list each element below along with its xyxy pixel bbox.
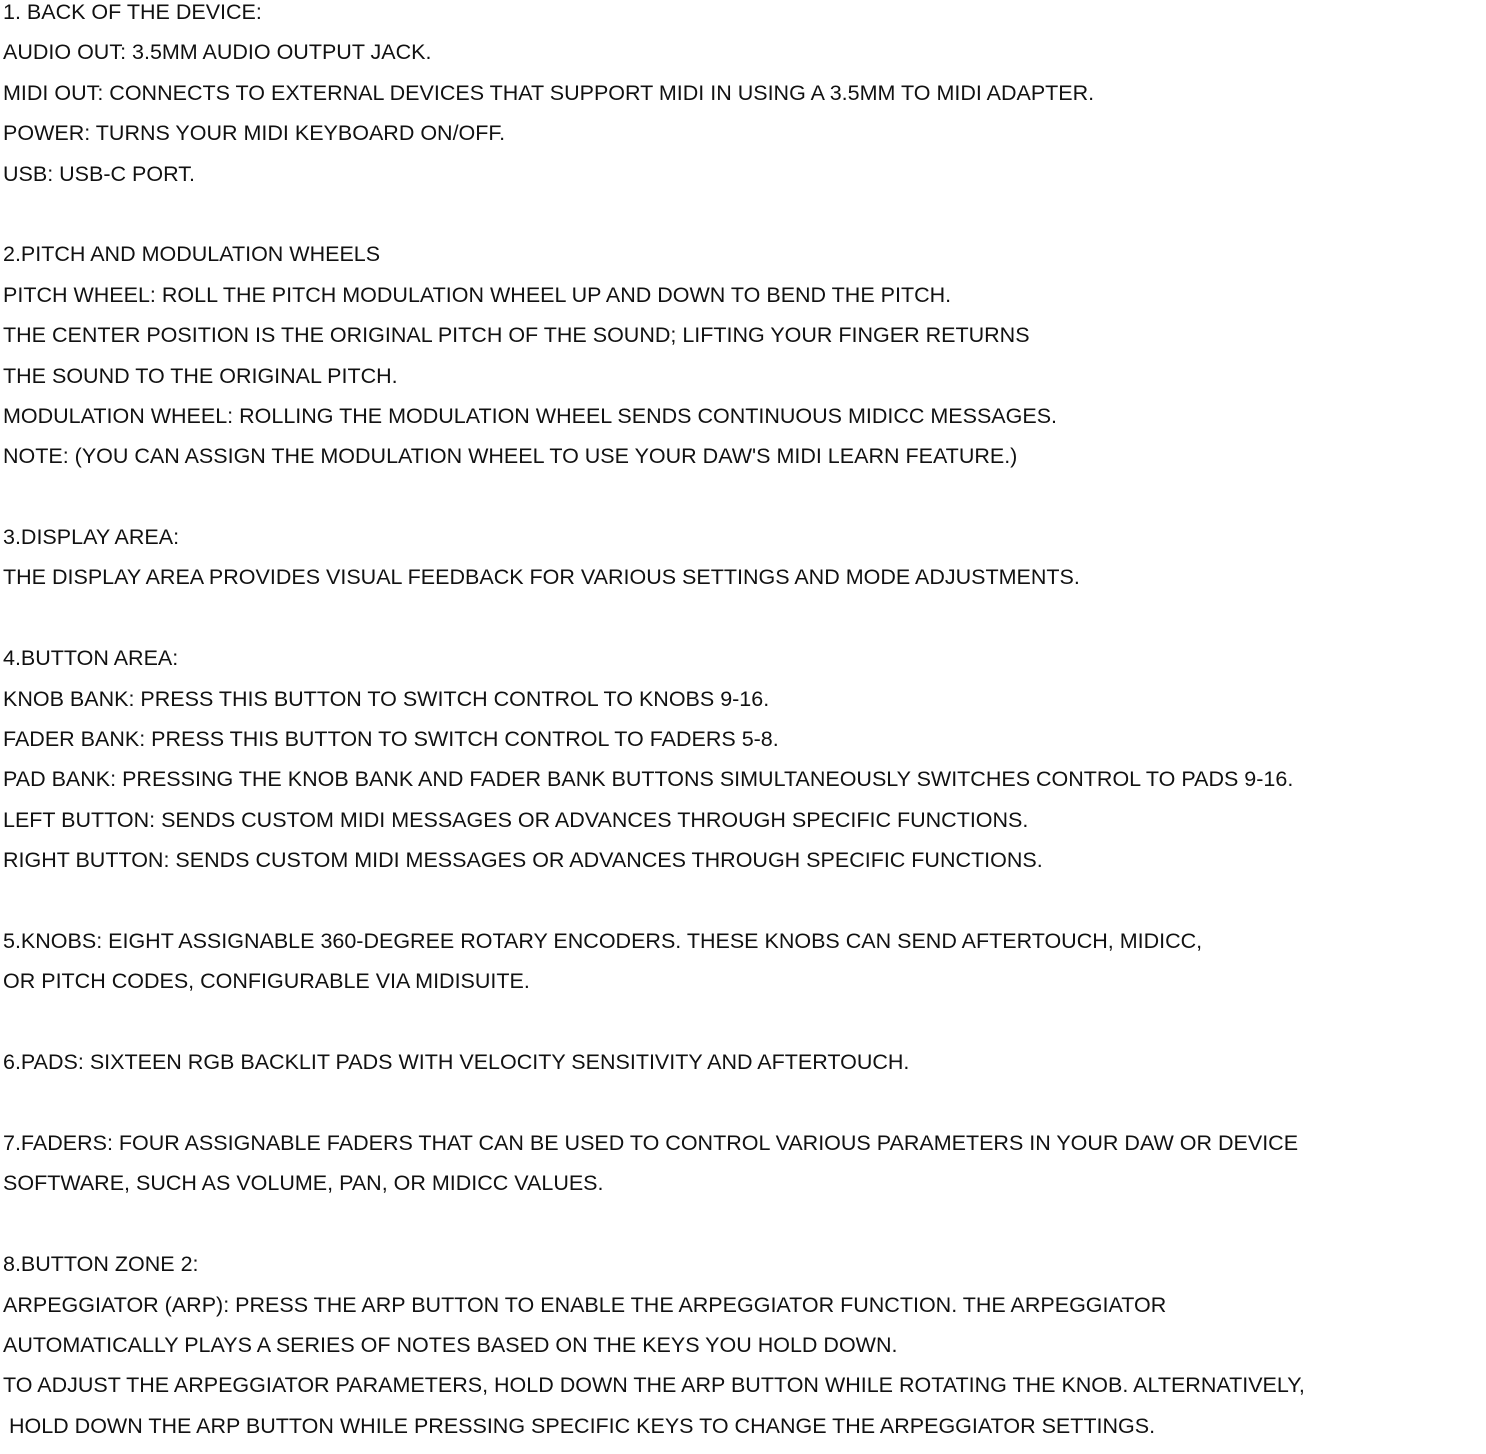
- section-spacer: [3, 202, 1486, 242]
- section-spacer: [3, 889, 1486, 929]
- text-line: FADER BANK: PRESS THIS BUTTON TO SWITCH CONTROL TO FADERS 5-8.: [3, 727, 779, 752]
- text-line: RIGHT BUTTON: SENDS CUSTOM MIDI MESSAGES OR ADVANCES THROUGH SPECIFIC FUNCTIONS.: [3, 848, 1043, 873]
- text-line: ARPEGGIATOR (ARP): PRESS THE ARP BUTTON TO ENABLE THE ARPEGGIATOR FUNCTION. THE ARPEGGIATOR: [3, 1292, 1167, 1317]
- section-heading: 5.KNOBS: EIGHT ASSIGNABLE 360-DEGREE ROTARY ENCODERS. THESE KNOBS CAN SEND AFTERTOUCH, MIDICC,: [3, 928, 1203, 953]
- section-spacer: [3, 1010, 1486, 1050]
- text-line: PAD BANK: PRESSING THE KNOB BANK AND FADER BANK BUTTONS SIMULTANEOUSLY SWITCHES CONTROL TO PADS 9-16.: [3, 767, 1294, 792]
- text-line: USB: USB-C PORT.: [3, 161, 195, 186]
- section-heading: 7.FADERS: FOUR ASSIGNABLE FADERS THAT CAN BE USED TO CONTROL VARIOUS PARAMETERS IN YOUR DAW OR DEVICE: [3, 1130, 1299, 1155]
- text-line: MIDI OUT: CONNECTS TO EXTERNAL DEVICES THAT SUPPORT MIDI IN USING A 3.5MM TO MIDI ADAPTER.: [3, 80, 1095, 105]
- text-line: PITCH WHEEL: ROLL THE PITCH MODULATION WHEEL UP AND DOWN TO BEND THE PITCH.: [3, 282, 952, 307]
- text-line: AUTOMATICALLY PLAYS A SERIES OF NOTES BASED ON THE KEYS YOU HOLD DOWN.: [3, 1332, 898, 1357]
- section-heading: 4.BUTTON AREA:: [3, 646, 179, 671]
- section-spacer: [3, 1212, 1486, 1252]
- section-heading: 2.PITCH AND MODULATION WHEELS: [3, 242, 381, 267]
- text-line: NOTE: (YOU CAN ASSIGN THE MODULATION WHEEL TO USE YOUR DAW'S MIDI LEARN FEATURE.): [3, 444, 1018, 469]
- text-line: HOLD DOWN THE ARP BUTTON WHILE PRESSING SPECIFIC KEYS TO CHANGE THE ARPEGGIATOR SETTINGS.: [3, 1413, 1156, 1438]
- text-line: TO ADJUST THE ARPEGGIATOR PARAMETERS, HOLD DOWN THE ARP BUTTON WHILE ROTATING THE KNOB. ALTERNATIVELY,: [3, 1373, 1305, 1398]
- text-line: THE CENTER POSITION IS THE ORIGINAL PITCH OF THE SOUND; LIFTING YOUR FINGER RETURNS: [3, 323, 1030, 348]
- text-line: LEFT BUTTON: SENDS CUSTOM MIDI MESSAGES OR ADVANCES THROUGH SPECIFIC FUNCTIONS.: [3, 807, 1029, 832]
- section-spacer: [3, 485, 1486, 525]
- text-line: SOFTWARE, SUCH AS VOLUME, PAN, OR MIDICC VALUES.: [3, 1171, 604, 1196]
- section-spacer: [3, 606, 1486, 646]
- text-line: AUDIO OUT: 3.5MM AUDIO OUTPUT JACK.: [3, 40, 432, 65]
- text-line: THE SOUND TO THE ORIGINAL PITCH.: [3, 363, 398, 388]
- section-heading: 6.PADS: SIXTEEN RGB BACKLIT PADS WITH VELOCITY SENSITIVITY AND AFTERTOUCH.: [3, 1050, 910, 1075]
- text-line: OR PITCH CODES, CONFIGURABLE VIA MIDISUITE.: [3, 969, 530, 994]
- instruction-document: [3, 0, 1486, 1454]
- section-spacer: [3, 1091, 1486, 1131]
- text-line: THE DISPLAY AREA PROVIDES VISUAL FEEDBACK FOR VARIOUS SETTINGS AND MODE ADJUSTMENTS.: [3, 565, 1080, 590]
- section-heading: 3.DISPLAY AREA:: [3, 525, 180, 550]
- section-heading: 1. BACK OF THE DEVICE:: [3, 0, 262, 24]
- text-line: MODULATION WHEEL: ROLLING THE MODULATION WHEEL SENDS CONTINUOUS MIDICC MESSAGES.: [3, 403, 1058, 428]
- text-line: POWER: TURNS YOUR MIDI KEYBOARD ON/OFF.: [3, 121, 506, 146]
- text-line: KNOB BANK: PRESS THIS BUTTON TO SWITCH CONTROL TO KNOBS 9-16.: [3, 686, 770, 711]
- section-heading: 8.BUTTON ZONE 2:: [3, 1252, 199, 1277]
